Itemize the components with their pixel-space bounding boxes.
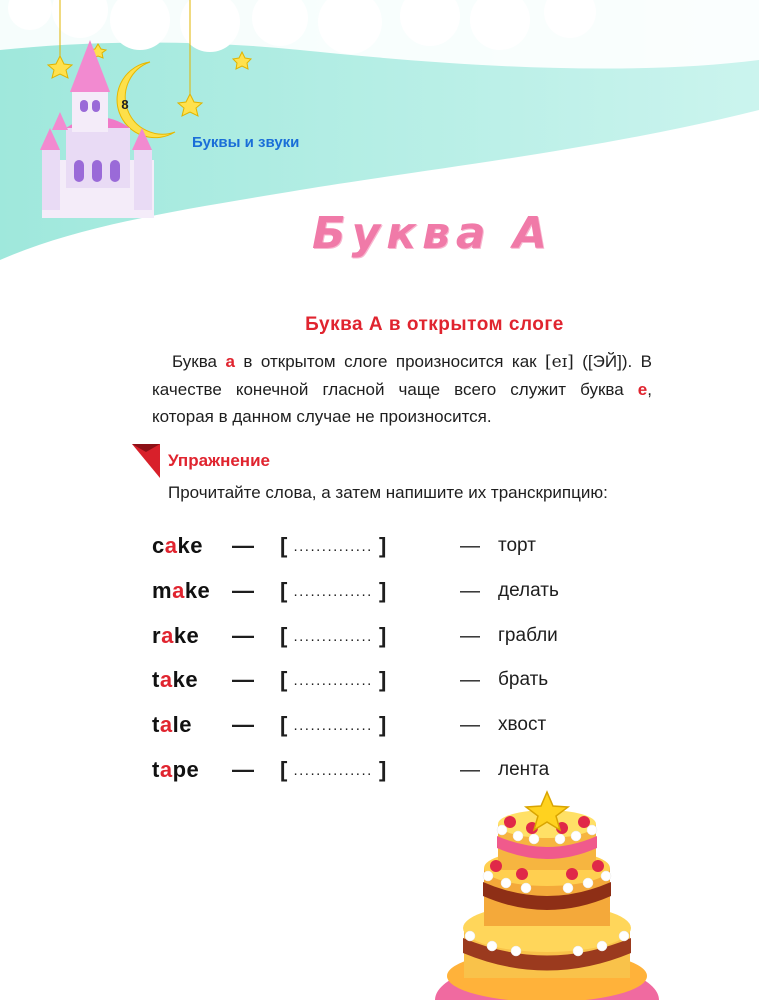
russian-translation: торт (498, 535, 536, 556)
english-word: tale (152, 712, 192, 738)
exercise-title: Упражнение (168, 451, 270, 470)
word-row (150, 709, 670, 754)
vowel-highlight: a (159, 667, 173, 693)
vowel-highlight: a (159, 756, 173, 782)
dash: — (460, 579, 480, 602)
ipa-transcription: [eɪ] (545, 352, 574, 372)
russian-translation: лента (498, 758, 550, 780)
dash: — (460, 758, 480, 781)
transcription-blank[interactable]: [ .............. ] (280, 622, 387, 648)
russian-translation: брать (498, 669, 549, 691)
subheading (0, 314, 759, 336)
transcription-blank[interactable]: [ .............. ] (280, 712, 387, 738)
rule-text-3: ([ЭЙ]). В качестве конечной гласной чаще всего служит буква (152, 352, 652, 399)
russian-translation: грабли (498, 624, 558, 646)
transcription-blank[interactable]: [ .............. ] (280, 577, 387, 603)
highlight-letter-a: а (225, 352, 235, 371)
word-row (150, 620, 670, 665)
cake-icon (432, 788, 662, 1000)
dash: — (232, 622, 254, 648)
vowel-highlight: a (164, 533, 178, 558)
exercise-marker-icon (132, 444, 160, 478)
transcription-blank[interactable]: [ .............. ] (280, 533, 387, 558)
english-word: take (152, 667, 199, 693)
vowel-highlight: a (159, 712, 173, 738)
dash: — (460, 624, 480, 647)
exercise-instruction: Прочитайте слова, а затем напишите их транскрипцию: (168, 483, 608, 502)
russian-translation: хвост (498, 714, 547, 736)
english-word: cake (152, 533, 203, 558)
section-label: Буквы и звуки (192, 134, 300, 151)
english-word: rake (152, 622, 200, 648)
page-title: Буква А (312, 208, 553, 259)
rule-paragraph (152, 348, 652, 430)
dash: — (232, 533, 254, 558)
subheading-text: Буква А в открытом слоге (305, 314, 564, 335)
dash: — (232, 667, 254, 693)
dash: — (232, 712, 254, 738)
page-number: 8 (121, 97, 129, 112)
transcription-blank[interactable]: [ .............. ] (280, 756, 387, 782)
word-list (150, 530, 670, 799)
vowel-highlight: a (161, 622, 174, 648)
rule-text-2: в открытом слоге произносится как (234, 352, 546, 371)
rule-text-4: , которая в данном случае не произносится. (152, 380, 652, 426)
dash: — (460, 535, 480, 557)
word-row (150, 530, 670, 575)
dash: — (232, 577, 254, 603)
transcription-blank[interactable]: [ .............. ] (280, 667, 387, 693)
dash: — (460, 669, 480, 692)
dash: — (232, 756, 254, 782)
rule-text-1: Буква (172, 352, 226, 371)
russian-translation: делать (498, 579, 559, 601)
word-row (150, 664, 670, 709)
english-word: make (152, 577, 211, 603)
dash: — (460, 714, 480, 737)
highlight-letter-e: е (637, 380, 648, 399)
vowel-highlight: a (172, 577, 185, 603)
english-word: tape (152, 756, 200, 782)
word-row (150, 575, 670, 620)
